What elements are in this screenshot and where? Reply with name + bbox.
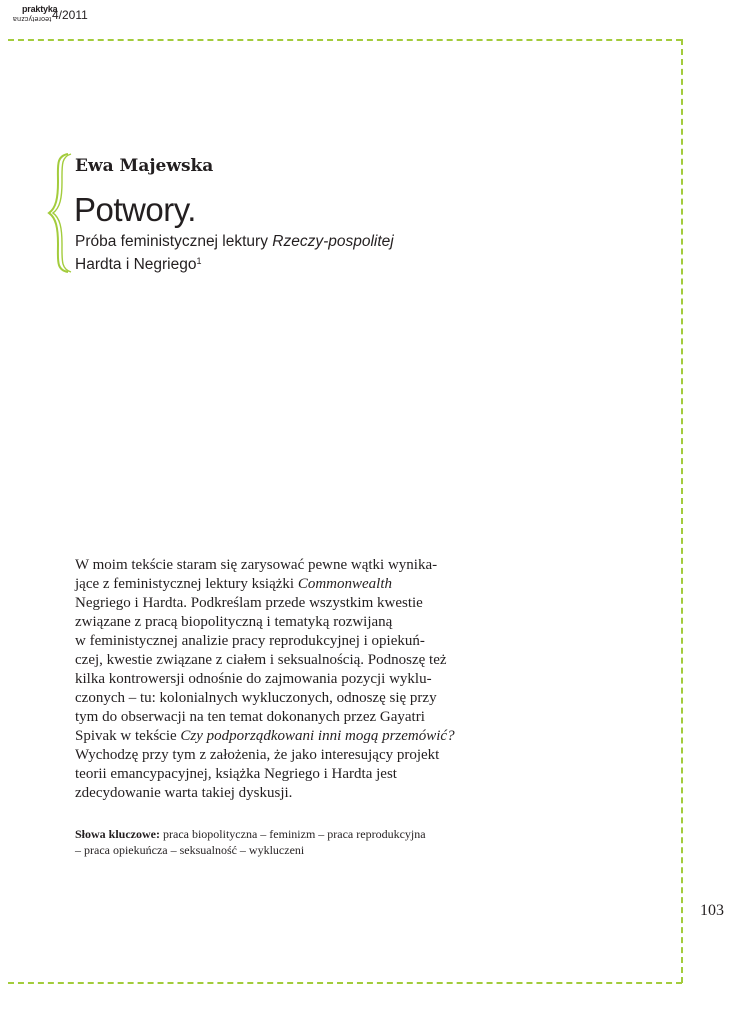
footnote-reference[interactable]: 1 <box>196 256 202 266</box>
abstract <box>75 556 455 803</box>
abstract-text: czonych – tu: kolonialnych wykluczonych, odnoszę się przy <box>75 690 437 706</box>
abstract-text: Negriego i Hardta. Podkreślam przede wszystkim kwestie <box>75 595 423 611</box>
abstract-line <box>75 594 455 613</box>
abstract-italic-title: Czy podporządkowani inni mogą przemówić? <box>180 728 455 744</box>
article-author: Ewa Majewska <box>75 156 214 176</box>
subtitle-text: Hardta i Negriego <box>75 256 197 273</box>
subtitle-line-2 <box>75 253 495 276</box>
keywords-line-2: – praca opiekuńcza – seksualność – wykluczeni <box>75 843 305 857</box>
frame-top-border <box>8 39 682 41</box>
logo-bottom-text: teoretyczna <box>12 15 52 22</box>
abstract-line <box>75 556 455 575</box>
abstract-text: Spivak w tekście <box>75 728 181 744</box>
subtitle-italic-title: Rzeczy-pospolitej <box>272 233 394 250</box>
curly-brace-icon <box>46 152 72 274</box>
keywords-line-1 <box>75 826 475 842</box>
keywords-text: praca biopolityczna – feminizm – praca reprodukcyjna <box>160 827 426 841</box>
abstract-line <box>75 765 455 784</box>
abstract-text: związane z pracą biopolityczną i tematyką rozwijaną <box>75 614 393 630</box>
abstract-line <box>75 575 455 594</box>
abstract-line <box>75 689 455 708</box>
logo-top-text: praktyka <box>22 4 58 14</box>
abstract-line <box>75 670 455 689</box>
frame-right-border <box>681 39 683 983</box>
issue-number: 4/2011 <box>52 8 88 22</box>
article-subtitle <box>75 230 495 276</box>
abstract-line <box>75 708 455 727</box>
abstract-line <box>75 613 455 632</box>
abstract-text: W moim tekście staram się zarysować pewne wątki wynika- <box>75 557 438 573</box>
abstract-line <box>75 727 455 746</box>
frame-bottom-border <box>8 982 682 984</box>
subtitle-line-1 <box>75 230 495 253</box>
abstract-text: czej, kwestie związane z ciałem i seksualnością. Podnoszę też <box>75 652 447 668</box>
abstract-line <box>75 746 455 765</box>
abstract-line <box>75 632 455 651</box>
abstract-text: zdecydowanie warta takiej dyskusji. <box>75 785 293 801</box>
abstract-italic-title: Commonwealth <box>297 576 392 592</box>
abstract-text: jące z feministycznej lektury książki <box>75 576 298 592</box>
keywords <box>75 826 475 858</box>
abstract-text: tym do obserwacji na ten temat dokonanych przez Gayatri <box>75 709 425 725</box>
abstract-text: teorii emancypacyjnej, książka Negriego i Hardta jest <box>75 766 397 782</box>
abstract-text: Wychodzę przy tym z założenia, że jako interesujący projekt <box>75 747 440 763</box>
subtitle-text: Próba feministycznej lektury <box>75 233 273 250</box>
abstract-line <box>75 651 455 670</box>
abstract-text: kilka kontrowersji odnośnie do zajmowania pozycji wyklu- <box>75 671 432 687</box>
page-number: 103 <box>700 902 724 919</box>
article-title: Potwory. <box>74 191 196 228</box>
abstract-line <box>75 784 455 803</box>
keywords-label: Słowa kluczowe: <box>75 827 160 841</box>
abstract-text: w feministycznej analizie pracy reprodukcyjnej i opiekuń- <box>75 633 425 649</box>
